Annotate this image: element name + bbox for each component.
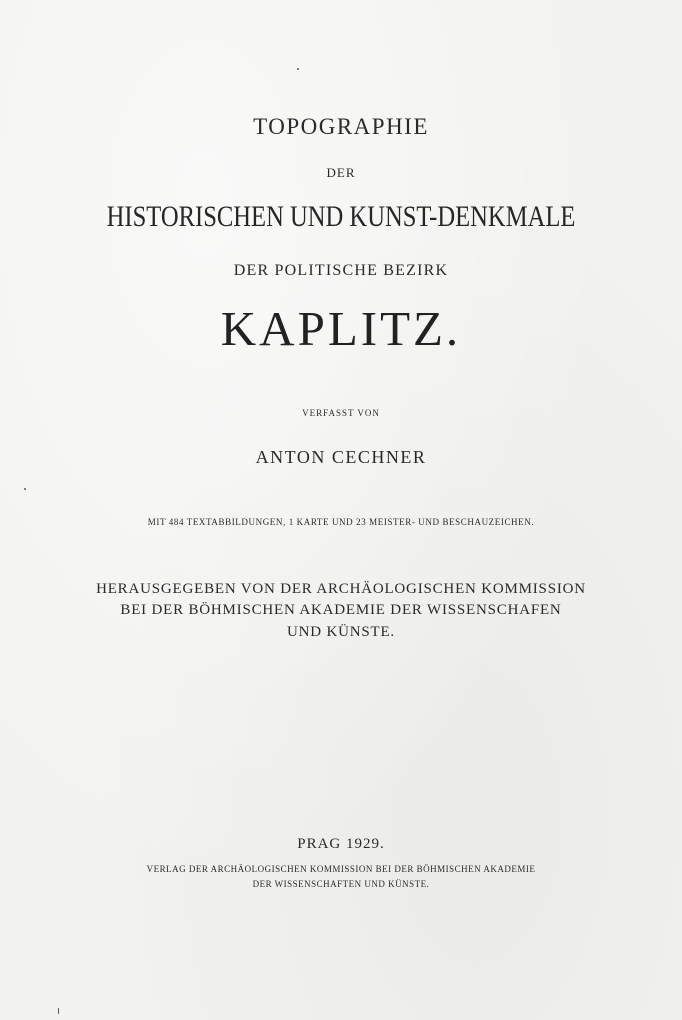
publisher-line: HERAUSGEGEBEN VON DER ARCHÄOLOGISCHEN KOMMISSION <box>96 581 586 597</box>
publisher-line: BEI DER BÖHMISCHEN AKADEMIE DER WISSENSCHAFEN <box>120 602 562 618</box>
author-prefix: VERFASST VON <box>302 408 380 418</box>
imprint-line: DER WISSENSCHAFTEN UND KÜNSTE. <box>252 879 430 889</box>
main-title: HISTORISCHEN UND KUNST-DENKMALE <box>106 200 576 233</box>
imprint-place-year: PRAG 1929. <box>297 836 385 852</box>
illustrations-note: MIT 484 TEXTABBILDUNGEN, 1 KARTE UND 23 MEISTER- UND BESCHAUZEICHEN. <box>147 517 535 527</box>
connector-der: DER <box>326 165 356 180</box>
paper-speck <box>297 68 299 70</box>
imprint-line: VERLAG DER ARCHÄOLOGISCHEN KOMMISSION BEI DER BÖHMISCHEN AKADEMIE <box>146 864 536 874</box>
author-name: ANTON CECHNER <box>255 447 427 467</box>
paper-speck <box>24 488 26 490</box>
publisher-line: UND KÜNSTE. <box>287 624 395 640</box>
district-heading: DER POLITISCHE BEZIRK <box>233 262 449 279</box>
series-title: TOPOGRAPHIE <box>253 114 429 139</box>
district-name: KAPLITZ. <box>220 301 462 356</box>
paper-speck <box>58 1008 59 1014</box>
